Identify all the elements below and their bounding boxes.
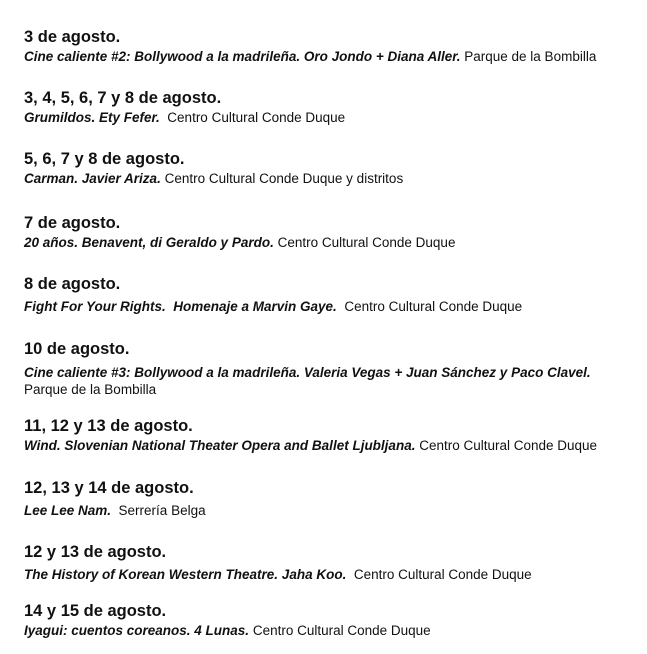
- event-entry: [24, 274, 641, 315]
- event-description: [24, 109, 641, 126]
- event-venue: Centro Cultural Conde Duque: [249, 623, 431, 638]
- event-entry: [24, 88, 641, 126]
- event-date: 12, 13 y 14 de agosto.: [24, 479, 194, 497]
- event-date: 5, 6, 7 y 8 de agosto.: [24, 150, 185, 168]
- event-date: 3, 4, 5, 6, 7 y 8 de agosto.: [24, 89, 222, 107]
- event-venue: Centro Cultural Conde Duque: [415, 438, 598, 453]
- event-date: 11, 12 y 13 de agosto.: [24, 417, 193, 435]
- event-venue: Centro Cultural Conde Duque: [336, 299, 523, 314]
- event-description: [24, 502, 641, 519]
- event-entry: [24, 149, 641, 187]
- event-venue: Centro Cultural Conde Duque: [273, 235, 456, 250]
- event-entry: [24, 478, 641, 519]
- event-title: Cine caliente #2: Bollywood a la madrileña. Oro Jondo + Diana Aller.: [24, 49, 461, 64]
- event-description: [24, 364, 641, 398]
- event-date: 14 y 15 de agosto.: [24, 602, 167, 620]
- event-description: [24, 48, 641, 65]
- event-description: [24, 170, 641, 187]
- event-entry: [24, 339, 641, 398]
- event-entry: [24, 416, 641, 454]
- event-date: 3 de agosto.: [24, 28, 121, 46]
- event-venue: Centro Cultural Conde Duque y distritos: [160, 171, 404, 186]
- event-venue: Parque de la Bombilla: [24, 382, 157, 397]
- event-date: 7 de agosto.: [24, 214, 121, 232]
- event-entry: [24, 542, 641, 583]
- event-title: Grumildos. Ety Fefer.: [24, 110, 160, 125]
- event-description: [24, 437, 641, 454]
- event-description: [24, 566, 641, 583]
- event-entry: [24, 27, 641, 65]
- event-title: Iyagui: cuentos coreanos. 4 Lunas.: [24, 623, 250, 638]
- event-title: Carman. Javier Ariza.: [24, 171, 161, 186]
- event-entry: [24, 601, 641, 639]
- event-venue: Centro Cultural Conde Duque: [159, 110, 346, 125]
- event-description: [24, 234, 641, 251]
- event-date: 8 de agosto.: [24, 275, 121, 293]
- event-title: 20 años. Benavent, di Geraldo y Pardo.: [24, 235, 274, 250]
- event-title: Fight For Your Rights. Homenaje a Marvin Gaye.: [24, 299, 337, 314]
- event-date: 12 y 13 de agosto.: [24, 543, 167, 561]
- event-description: [24, 298, 641, 315]
- event-description: [24, 622, 641, 639]
- event-entry: [24, 213, 641, 251]
- event-title: Cine caliente #3: Bollywood a la madrileña. Valeria Vegas + Juan Sánchez y Paco Clavel.: [24, 365, 591, 380]
- event-venue: Parque de la Bombilla: [460, 49, 597, 64]
- event-title: Lee Lee Nam.: [24, 503, 112, 518]
- event-date: 10 de agosto.: [24, 340, 130, 358]
- event-title: The History of Korean Western Theatre. Jaha Koo.: [24, 567, 347, 582]
- event-title: Wind. Slovenian National Theater Opera and Ballet Ljubljana.: [24, 438, 416, 453]
- event-venue: Centro Cultural Conde Duque: [346, 567, 532, 582]
- event-venue: Serrería Belga: [111, 503, 206, 518]
